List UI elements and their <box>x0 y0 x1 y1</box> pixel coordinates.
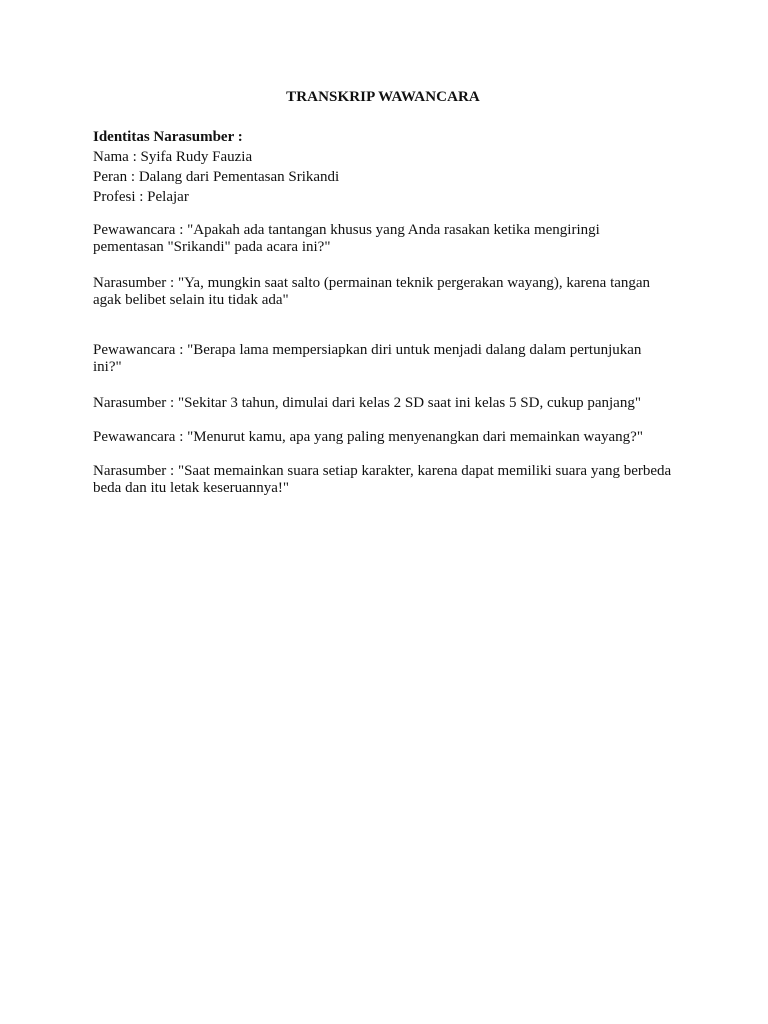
interview-question-3: Pewawancara : "Menurut kamu, apa yang paling menyenangkan dari memainkan wayang?" <box>93 429 643 445</box>
identity-heading: Identitas Narasumber : <box>93 129 243 145</box>
identity-name: Nama : Syifa Rudy Fauzia <box>93 149 253 165</box>
interview-answer-3: Narasumber : "Saat memainkan suara setiap karakter, karena dapat memiliki suara yang berbeda beda dan itu letak keseruannya!" <box>93 463 672 496</box>
identity-section <box>93 127 673 207</box>
interview-question-1: Pewawancara : "Apakah ada tantangan khusus yang Anda rasakan ketika mengiringi pementasan "Srikandi" pada acara ini?" <box>93 222 600 255</box>
interview-answer-1: Narasumber : "Ya, mungkin saat salto (permainan teknik pergerakan wayang), karena tangan agak belibet selain itu tidak ada" <box>93 275 651 308</box>
interview-question-2: Pewawancara : "Berapa lama mempersiapkan diri untuk menjadi dalang dalam pertunjukan ini?" <box>93 342 642 375</box>
document-title: TRANSKRIP WAWANCARA <box>286 89 480 105</box>
identity-profession: Profesi : Pelajar <box>93 189 189 205</box>
interview-answer-2: Narasumber : "Sekitar 3 tahun, dimulai dari kelas 2 SD saat ini kelas 5 SD, cukup panjang" <box>93 395 641 411</box>
identity-role: Peran : Dalang dari Pementasan Srikandi <box>93 169 340 185</box>
document-content <box>93 88 673 497</box>
